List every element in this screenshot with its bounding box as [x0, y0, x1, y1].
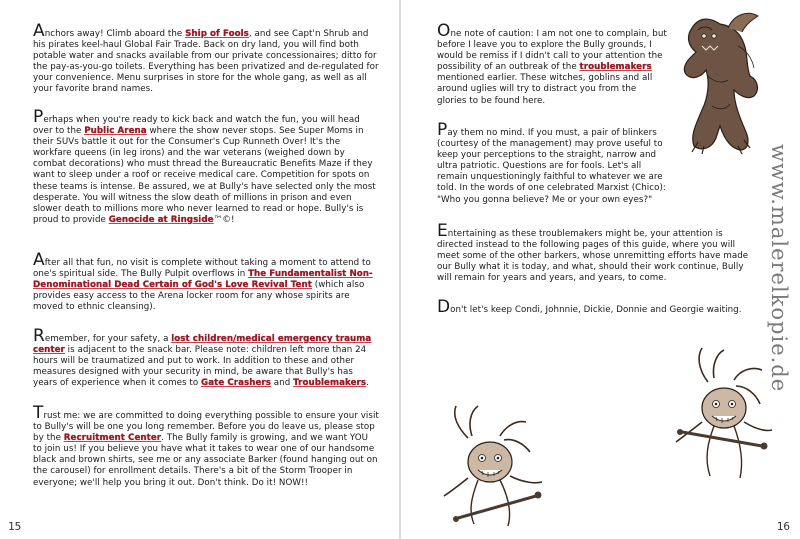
page-number-left: 15: [8, 520, 22, 533]
text-run: Pay them no mind. If you must, a pair of blinkers (courtesy of the management) may prove useful to keep your perceptions to the straight, narrow and ultra patriotic. Questions are for fools. Let's all remain unquestioningly faithful to whatever we are told. In the words of one celebrated Marxist (Chico): "Who you gonna believe? Me or your own eyes?": [437, 120, 666, 205]
paragraph-ship-of-fools: [33, 21, 379, 96]
highlighted-term: Genocide at Ringside: [108, 214, 214, 225]
highlighted-term: Ship of Fools: [185, 29, 249, 39]
text-run: Remember, for your safety, a: [33, 326, 172, 346]
text-run: is adjacent to the snack bar. Please note: children left more than 24 hours will be traumatized and put to work. In addition to these and other measures designed with your security in mind, be aware that Bully's has years of experience when it comes to: [33, 345, 367, 389]
highlighted-term: Recruitment Center: [63, 433, 162, 444]
highlighted-term: Public Arena: [84, 126, 147, 137]
goblin-illustration-right: [668, 342, 776, 482]
text-run: Perhaps when you're ready to kick back and watch the fun, you will head over to the: [33, 107, 360, 137]
text-run: .: [366, 378, 369, 389]
watermark: www.malerelkopie.de: [767, 143, 791, 393]
paragraph-bully-pulpit: [33, 250, 379, 313]
text-run: where the show never stops. See Super Moms in their SUVs battle it out for the Consumer's Cup Runneth Over! It's the workfare queens (in leg irons) and the war veterans (weighed down by combat decorations) who must thread the Bureaucratic Benefits Maze if they want to sleep under a roof or receive medical care. Competition for spots on these teams is intense. Be assured, we at Bully's have selected only the most desperate. You will witness the slow death of millions in prison and even slower death to millions more who never learned to read or hope. Bully's is proud to provide: [33, 126, 376, 225]
text-run: One note of caution: I am not one to complain, but before I leave you to explore the Bully grounds, I would be remiss if I didn't call to your attention the possibility of an outbreak of the: [437, 21, 667, 73]
text-run: (which also provides easy access to the Arena locker room for any whose spirits are moved to ethnic cleansing).: [33, 280, 365, 313]
highlighted-term: Troublemakers: [293, 378, 367, 389]
highlighted-term: The Fundamentalist Non-Denominational Dead Certain of God's Love Revival Tent: [33, 269, 373, 291]
text-run: Anchors away! Climb aboard the: [33, 21, 186, 41]
paragraph-entertaining: [437, 221, 749, 284]
highlighted-term: lost children/medical emergency trauma center: [33, 334, 372, 356]
text-run: Trust me: we are committed to doing everything possible to ensure your visit to Bully's will be one you long remember. Before you do leave us, please stop by the: [33, 403, 379, 444]
text-run: After all that fun, no visit is complete without taking a moment to attend to one's spiritual side. The Bully Pulpit overflows in: [33, 250, 371, 280]
paragraph-safety: [33, 326, 379, 389]
paragraph-caution: [437, 21, 667, 107]
text-run: and: [271, 378, 294, 389]
highlighted-term: Gate Crashers: [201, 378, 271, 389]
paragraph-blinkers: [437, 120, 673, 206]
text-run: Don't let's keep Condi, Johnnie, Dickie, Donnie and Georgie waiting.: [437, 297, 742, 317]
page-number-right: 16: [776, 520, 790, 533]
text-run: . The Bully family is growing, and we want YOU to join us! If you believe you have what it takes to wear one of our handsome black and brown shirts, see me or any associate Barker (found hanging out on the carousel) for enrollment details. There's a bit of the Storm Trooper in everyone; we'll help you bring it out. Don't think. Do it! NOW!!: [33, 433, 378, 488]
paragraph-public-arena: [33, 107, 379, 226]
text-run: ™©!: [213, 214, 235, 225]
paragraph-closing: [437, 297, 757, 317]
paragraph-recruitment: [33, 403, 379, 489]
text-run: mentioned earlier. These witches, goblins and all around uglies will try to distract you from the glories to be found here.: [437, 73, 653, 106]
highlighted-term: troublemakers: [579, 62, 652, 73]
goblin-illustration-left: [438, 400, 548, 530]
text-run: Entertaining as these troublemakers might be, your attention is directed instead to the following pages of this guide, where you will meet some of the other barkers, whose unremitting efforts have made our Bully what it is today, and what, should their work continue, Bully will remain for years and years, and years, to come.: [437, 221, 749, 284]
text-run: , and see Capt'n Shrub and his pirates keel-haul Global Fair Trade. Back on dry land, you will find both potable water and snacks available from our private concessionaires; ditto for the pay-as-you-go toilets. Everything has been privatized and de-regulated for your convenience. Menu surprises in store for the whole gang, as well as all your favorite brand names.: [33, 29, 379, 95]
gargoyle-illustration: [668, 6, 768, 156]
